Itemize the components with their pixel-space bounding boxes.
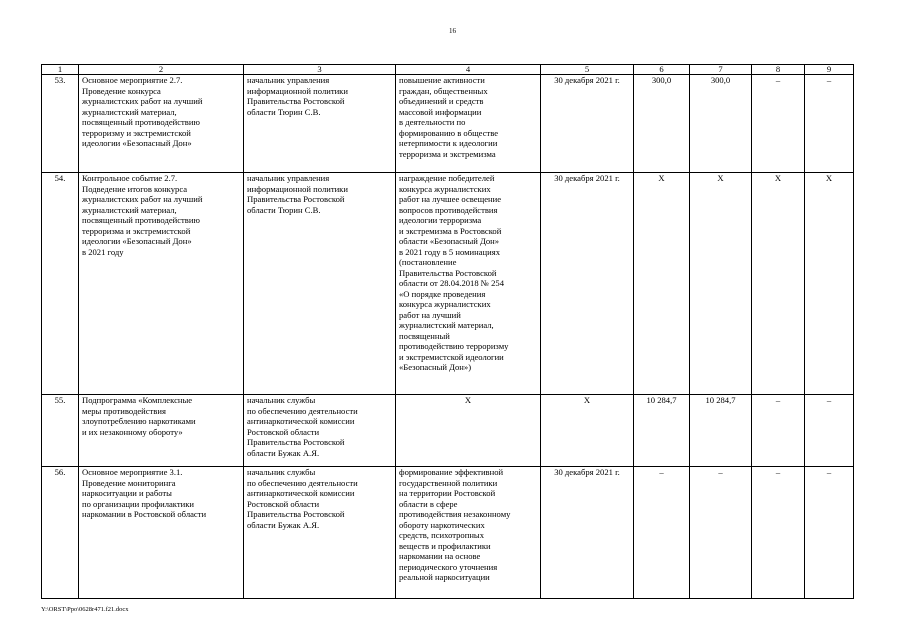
- responsible-cell-line: антинаркотической комиссии: [247, 488, 355, 498]
- measure-name-cell: [79, 395, 244, 467]
- column-header: 8: [752, 65, 805, 75]
- expected-result-cell-line: «Безопасный Дон»): [399, 362, 472, 372]
- amount-cell: –: [805, 395, 854, 467]
- measure-name-cell-line: Подведение итогов конкурса: [82, 183, 188, 194]
- measure-name-cell-line: идеологии «Безопасный Дон»: [82, 138, 192, 148]
- amount-cell: X: [805, 173, 854, 395]
- amount-cell: 10 284,7: [634, 395, 690, 467]
- expected-result-cell-line: посвященный: [399, 330, 450, 341]
- measure-name-cell: [79, 75, 244, 173]
- measure-name-cell-line: и их незаконному обороту»: [82, 426, 183, 437]
- responsible-cell-line: области Тюрин С.В.: [247, 204, 321, 215]
- measure-name-cell-line: Контрольное событие 2.7.: [82, 173, 178, 183]
- plan-table: [41, 64, 854, 599]
- responsible-cell: [244, 467, 396, 599]
- expected-result-cell: [396, 173, 541, 395]
- amount-cell: –: [752, 75, 805, 173]
- expected-result-cell-line: на территории Ростовской: [399, 488, 496, 498]
- responsible-cell-line: Правительства Ростовской: [247, 509, 345, 519]
- responsible-cell-line: Ростовской области: [247, 498, 320, 509]
- expected-result-cell: [396, 467, 541, 599]
- expected-result-cell-line: и экстремистской идеологии: [399, 351, 504, 362]
- responsible-cell-line: по обеспечению деятельности: [247, 477, 358, 488]
- amount-cell: 300,0: [634, 75, 690, 173]
- row-number-cell: 55.: [42, 395, 79, 467]
- expected-result-cell-line: конкурса журналистских: [399, 183, 491, 194]
- responsible-cell-line: Правительства Ростовской: [247, 194, 345, 204]
- measure-name-cell-line: посвященный противодействию: [82, 215, 200, 225]
- expected-result-cell-line: средств, психотропных: [399, 530, 484, 540]
- expected-result-cell-line: веществ и профилактики: [399, 540, 491, 551]
- expected-result-cell-line: объединений и средств: [399, 96, 484, 106]
- column-header: 2: [79, 65, 244, 75]
- responsible-cell-line: области Тюрин С.В.: [247, 106, 321, 117]
- expected-result-cell-line: работ на лучший: [399, 309, 461, 320]
- date-cell: 30 декабря 2021 г.: [541, 75, 634, 173]
- expected-result-cell-line: в 2021 году в 5 номинациях: [399, 246, 501, 257]
- responsible-cell-line: Правительства Ростовской: [247, 96, 345, 106]
- expected-result-cell-line: противодействию терроризму: [399, 341, 509, 351]
- expected-result-cell-line: в деятельности по: [399, 117, 466, 127]
- measure-name-cell-line: Подпрограмма «Комплексные: [82, 395, 193, 405]
- measure-name-cell-line: по организации профилактики: [82, 498, 194, 509]
- expected-result-cell-line: области от 28.04.2018 № 254: [399, 278, 505, 288]
- amount-cell: –: [805, 467, 854, 599]
- amount-cell: –: [752, 395, 805, 467]
- responsible-cell-line: Ростовской области: [247, 426, 320, 437]
- footer-file-path: Y:\ORST\Ppo\0628r471.f21.docx: [41, 606, 129, 613]
- column-header: 6: [634, 65, 690, 75]
- measure-name-cell: [79, 467, 244, 599]
- responsible-cell-line: начальник службы: [247, 395, 316, 405]
- expected-result-cell-line: формирование эффективной: [399, 467, 504, 477]
- amount-cell: –: [805, 75, 854, 173]
- column-number-row: [42, 65, 854, 75]
- amount-cell: –: [634, 467, 690, 599]
- responsible-cell-line: области Бужак А.Я.: [247, 519, 320, 530]
- expected-result-cell-line: вопросов противодействия: [399, 204, 498, 215]
- expected-result-cell-line: государственной политики: [399, 477, 498, 488]
- measure-name-cell-line: наркомании в Ростовской области: [82, 509, 207, 519]
- expected-result-cell-line: и экстремизма в Ростовской: [399, 225, 502, 236]
- amount-cell: –: [752, 467, 805, 599]
- measure-name-cell-line: журналистский материал,: [82, 204, 177, 215]
- page-number: 16: [449, 27, 456, 35]
- measure-name-cell-line: Проведение мониторинга: [82, 477, 176, 488]
- responsible-cell-line: информационной политики: [247, 85, 348, 96]
- expected-result-cell-line: формированию в обществе: [399, 127, 499, 138]
- expected-result-cell-line: периодического уточнения: [399, 561, 498, 572]
- column-header: 7: [690, 65, 752, 75]
- responsible-cell-line: Правительства Ростовской: [247, 437, 345, 447]
- table-row: [42, 395, 854, 467]
- measure-name-cell-line: Основное мероприятие 3.1.: [82, 467, 183, 477]
- measure-name-cell-line: журналистских работ на лучший: [82, 194, 203, 204]
- responsible-cell-line: области Бужак А.Я.: [247, 447, 320, 458]
- row-number-cell: 56.: [42, 467, 79, 599]
- responsible-cell-line: начальник службы: [247, 467, 316, 477]
- responsible-cell-line: начальник управления: [247, 75, 330, 85]
- measure-name-cell-line: меры противодействия: [82, 405, 166, 416]
- measure-name-cell-line: журналистских работ на лучший: [82, 96, 203, 106]
- amount-cell: X: [634, 173, 690, 395]
- responsible-cell: [244, 75, 396, 173]
- amount-cell: X: [690, 173, 752, 395]
- expected-result-cell-line: массовой информации: [399, 106, 482, 117]
- expected-result-cell-line: идеологии терроризма: [399, 215, 482, 225]
- measure-name-cell: [79, 173, 244, 395]
- expected-result-cell-line: области «Безопасный Дон»: [399, 236, 500, 246]
- measure-name-cell-line: терроризма и экстремистской: [82, 225, 191, 236]
- expected-result-cell-line: области в сфере: [399, 498, 458, 509]
- expected-result-cell-line: наркомании на основе: [399, 551, 481, 561]
- expected-result-cell-line: награждение победителей: [399, 173, 495, 183]
- date-cell: 30 декабря 2021 г.: [541, 173, 634, 395]
- expected-result-cell-line: журналистский материал,: [399, 320, 494, 330]
- measure-name-cell-line: наркоситуации и работы: [82, 488, 172, 498]
- expected-result-cell-line: «О порядке проведения: [399, 288, 486, 299]
- expected-result-cell-line: Правительства Ростовской: [399, 267, 497, 278]
- date-cell: X: [541, 395, 634, 467]
- expected-result-cell-line: противодействия незаконному: [399, 509, 511, 519]
- expected-result-cell-line: повышение активности: [399, 75, 485, 85]
- column-header: 4: [396, 65, 541, 75]
- date-cell: 30 декабря 2021 г.: [541, 467, 634, 599]
- row-number-cell: 53.: [42, 75, 79, 173]
- expected-result-cell-line: работ на лучшее освещение: [399, 194, 502, 204]
- expected-result-cell-line: обороту наркотических: [399, 519, 485, 530]
- column-header: 1: [42, 65, 79, 75]
- responsible-cell-line: антинаркотической комиссии: [247, 416, 355, 426]
- responsible-cell: [244, 395, 396, 467]
- amount-cell: 300,0: [690, 75, 752, 173]
- measure-name-cell-line: в 2021 году: [82, 246, 124, 257]
- table-row: [42, 173, 854, 395]
- column-header: 5: [541, 65, 634, 75]
- expected-result-cell-line: X: [464, 395, 472, 405]
- measure-name-cell-line: идеологии «Безопасный Дон»: [82, 236, 192, 246]
- table-row: [42, 75, 854, 173]
- responsible-cell: [244, 173, 396, 395]
- row-number-cell: 54.: [42, 173, 79, 395]
- measure-name-cell-line: злоупотреблению наркотиками: [82, 416, 196, 426]
- measure-name-cell-line: журналистский материал,: [82, 106, 177, 117]
- measure-name-cell-line: терроризму и экстремистской: [82, 127, 191, 138]
- measure-name-cell-line: посвященный противодействию: [82, 117, 200, 127]
- expected-result-cell-line: (постановление: [399, 257, 457, 267]
- amount-cell: –: [690, 467, 752, 599]
- measure-name-cell-line: Основное мероприятие 2.7.: [82, 75, 183, 85]
- amount-cell: 10 284,7: [690, 395, 752, 467]
- expected-result-cell-line: конкурса журналистских: [399, 299, 491, 309]
- column-header: 3: [244, 65, 396, 75]
- expected-result-cell: [396, 75, 541, 173]
- expected-result-cell-line: нетерпимости к идеологии: [399, 138, 498, 148]
- amount-cell: X: [752, 173, 805, 395]
- expected-result-cell-line: реальной наркоситуации: [399, 572, 490, 582]
- expected-result-cell-line: граждан, общественных: [399, 85, 488, 96]
- table-row: [42, 467, 854, 599]
- responsible-cell-line: начальник управления: [247, 173, 330, 183]
- column-header: 9: [805, 65, 854, 75]
- expected-result-cell: [396, 395, 541, 467]
- responsible-cell-line: по обеспечению деятельности: [247, 405, 358, 416]
- expected-result-cell-line: терроризма и экстремизма: [399, 148, 496, 159]
- measure-name-cell-line: Проведение конкурса: [82, 85, 161, 96]
- responsible-cell-line: информационной политики: [247, 183, 348, 194]
